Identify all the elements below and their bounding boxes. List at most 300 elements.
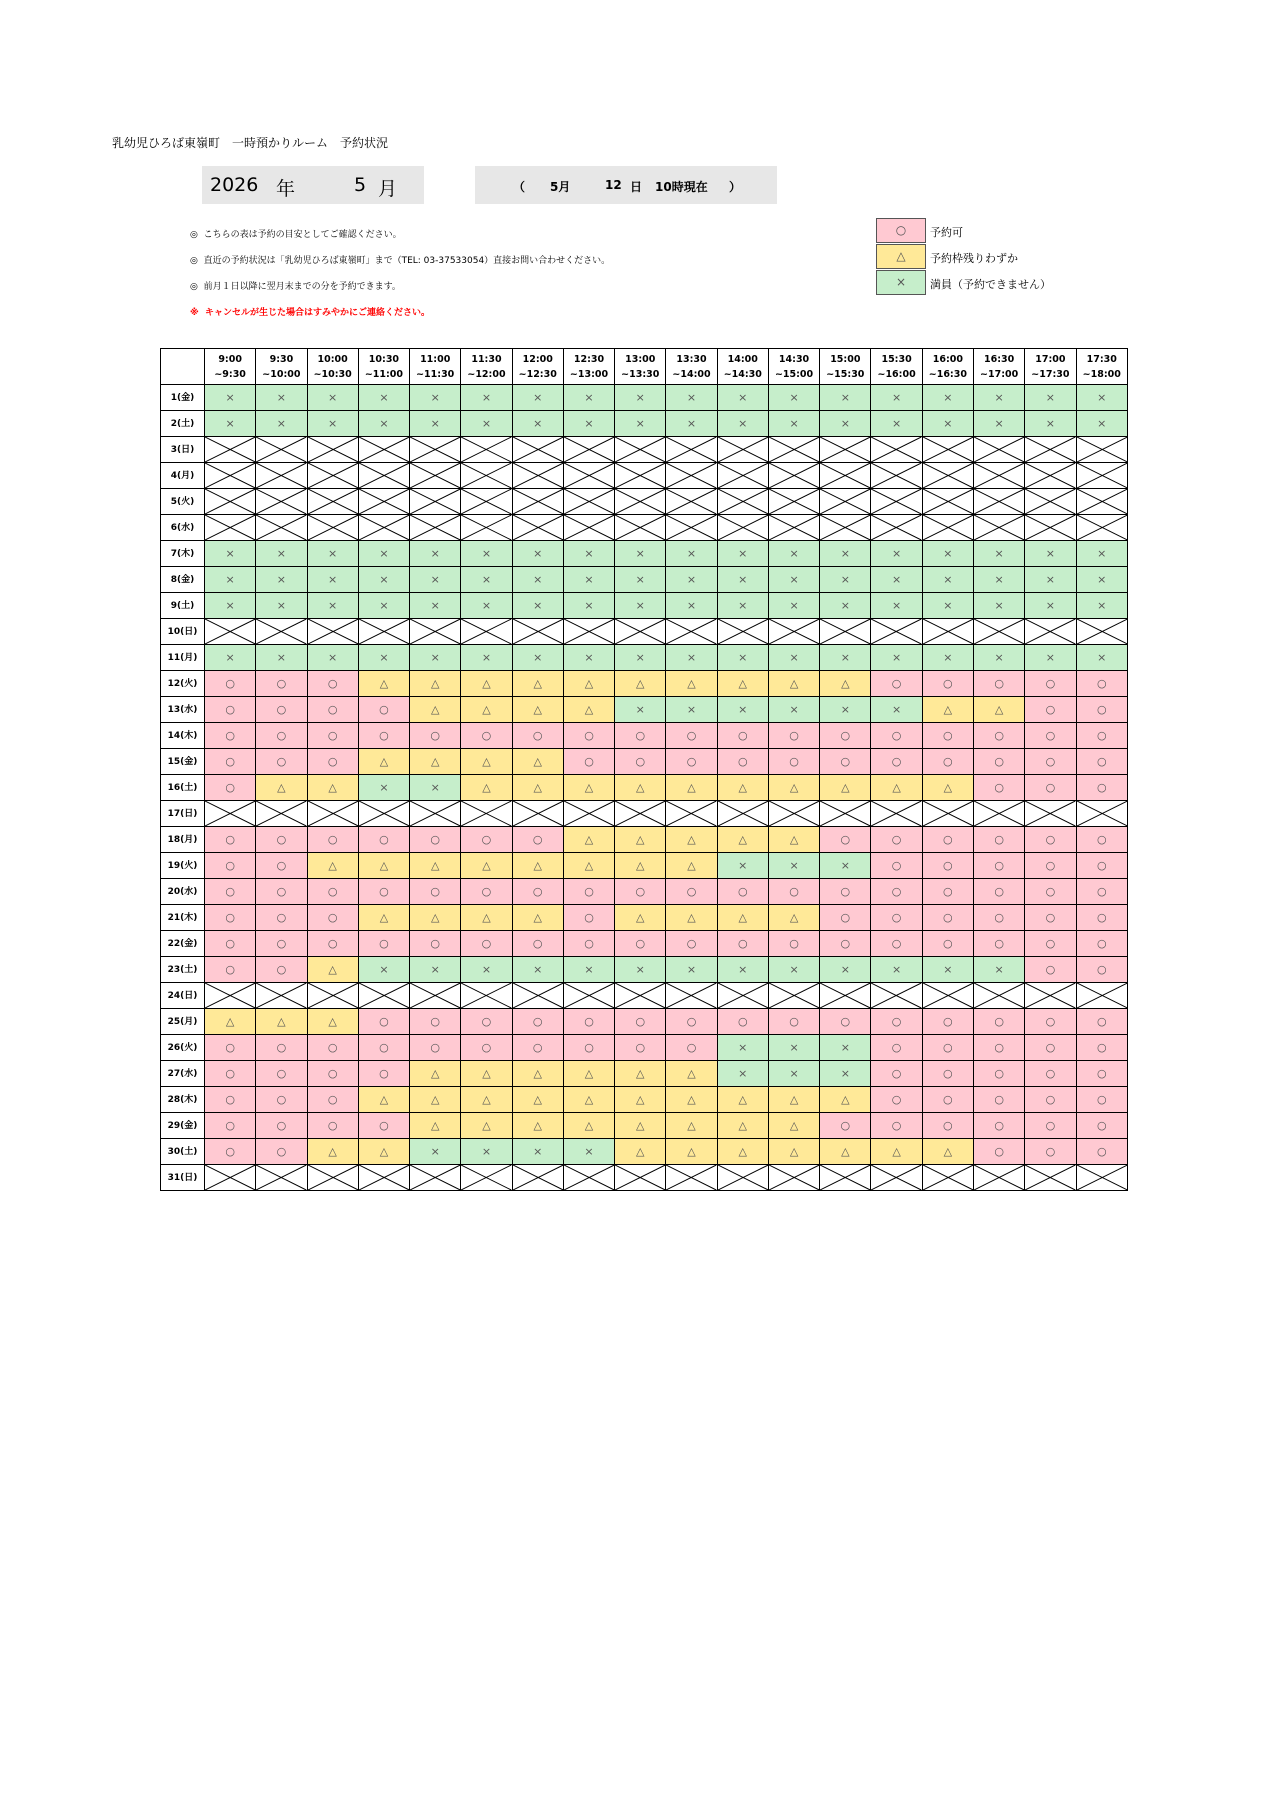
closed-cross-icon [513,1165,563,1190]
slot-cell: × [666,697,717,723]
time-slot-start: 15:30 [881,353,912,365]
closed-cell [307,489,358,515]
closed-cell [358,437,409,463]
closed-cross-icon [871,437,921,462]
closed-cell [1025,983,1076,1009]
slot-cell: × [820,385,871,411]
as-of-open-paren: （ [513,180,526,194]
slot-cell: × [461,645,512,671]
closed-cell [512,983,563,1009]
closed-cross-icon [820,801,870,826]
slot-cell: ○ [717,749,768,775]
day-label: 24(日) [161,983,205,1009]
closed-cross-icon [769,515,819,540]
day-label: 3(日) [161,437,205,463]
slot-cell: × [563,957,614,983]
legend-label: 予約可 [930,226,963,239]
slot-cell: △ [410,1061,461,1087]
slot-cell: × [461,593,512,619]
closed-cross-icon [974,983,1024,1008]
cancel-notice: ※ キャンセルが生じた場合はすみやかにご連絡ください。 [190,308,431,318]
closed-cross-icon [666,983,716,1008]
closed-cell [717,489,768,515]
closed-cell [256,489,307,515]
closed-cross-icon [974,1165,1024,1190]
slot-cell: × [973,957,1024,983]
slot-cell: × [410,957,461,983]
slot-cell: ○ [1025,853,1076,879]
closed-cell [512,619,563,645]
slot-cell: × [717,853,768,879]
slot-cell: ○ [615,1009,666,1035]
slot-cell: △ [461,671,512,697]
slot-cell: ○ [205,931,256,957]
closed-cross-icon [205,801,255,826]
closed-cross-icon [513,463,563,488]
closed-cross-icon [820,983,870,1008]
closed-cross-icon [1077,801,1127,826]
closed-cell [871,801,922,827]
closed-cross-icon [410,437,460,462]
closed-cross-icon [359,515,409,540]
slot-cell: △ [666,1113,717,1139]
slot-cell: × [1076,645,1127,671]
closed-cross-icon [461,515,511,540]
slot-cell: △ [410,1087,461,1113]
header-row [161,349,1128,385]
slot-cell: × [1025,593,1076,619]
day-label: 14(木) [161,723,205,749]
closed-cell [410,489,461,515]
closed-cross-icon [718,437,768,462]
closed-cell [1076,1165,1127,1191]
slot-cell: △ [615,671,666,697]
legend-symbol: × [876,270,926,295]
time-slot-start: 12:30 [573,353,605,365]
slot-cell: × [768,385,819,411]
slot-cell: ○ [461,931,512,957]
slot-cell: × [563,1139,614,1165]
slot-cell: △ [512,1087,563,1113]
table-row [161,671,1128,697]
slot-cell: × [615,697,666,723]
slot-cell: △ [358,671,409,697]
slot-cell: ○ [1025,1061,1076,1087]
day-label: 23(土) [161,957,205,983]
slot-cell: ○ [1076,827,1127,853]
closed-cross-icon [256,983,306,1008]
time-slot-header [512,349,563,385]
table-row [161,1165,1128,1191]
closed-cell [973,983,1024,1009]
closed-cross-icon [974,489,1024,514]
closed-cell [1025,1165,1076,1191]
time-slot-end: ~9:30 [214,368,246,380]
closed-cross-icon [1025,489,1075,514]
as-of-day-unit: 日 [630,180,643,194]
slot-cell: × [358,957,409,983]
slot-cell: × [1025,645,1076,671]
table-row [161,645,1128,671]
closed-cross-icon [461,619,511,644]
slot-cell: × [512,385,563,411]
closed-cell [256,437,307,463]
slot-cell: ○ [512,827,563,853]
day-label: 20(水) [161,879,205,905]
slot-cell: ○ [563,1035,614,1061]
slot-cell: × [205,567,256,593]
slot-cell: △ [358,1139,409,1165]
slot-cell: ○ [1025,697,1076,723]
closed-cross-icon [769,983,819,1008]
slot-cell: ○ [666,879,717,905]
slot-cell: × [922,957,973,983]
closed-cross-icon [461,437,511,462]
closed-cell [1076,983,1127,1009]
slot-cell: × [922,593,973,619]
slot-cell: △ [666,671,717,697]
slot-cell: ○ [410,1035,461,1061]
closed-cross-icon [564,515,614,540]
closed-cross-icon [923,1165,973,1190]
slot-cell: ○ [871,853,922,879]
slot-cell: ○ [1025,931,1076,957]
slot-cell: ○ [563,879,614,905]
slot-cell: ○ [512,1035,563,1061]
closed-cross-icon [615,983,665,1008]
slot-cell: △ [512,1113,563,1139]
closed-cell [768,1165,819,1191]
closed-cross-icon [359,463,409,488]
day-label: 16(土) [161,775,205,801]
slot-cell: △ [410,1113,461,1139]
closed-cell [768,463,819,489]
slot-cell: × [666,567,717,593]
closed-cross-icon [666,801,716,826]
as-of-box [475,166,777,204]
closed-cross-icon [461,1165,511,1190]
closed-cell [768,983,819,1009]
day-label: 15(金) [161,749,205,775]
closed-cross-icon [1025,801,1075,826]
closed-cell [358,463,409,489]
closed-cell [922,1165,973,1191]
slot-cell: × [820,1061,871,1087]
slot-cell: △ [666,1087,717,1113]
closed-cross-icon [461,983,511,1008]
closed-cell [256,1165,307,1191]
closed-cell [205,489,256,515]
table-row [161,905,1128,931]
slot-cell: ○ [871,827,922,853]
slot-cell: × [461,385,512,411]
closed-cross-icon [256,801,306,826]
slot-cell: × [820,541,871,567]
closed-cell [461,489,512,515]
slot-cell: × [768,411,819,437]
closed-cross-icon [359,983,409,1008]
slot-cell: ○ [973,723,1024,749]
slot-cell: × [973,645,1024,671]
closed-cell [922,619,973,645]
slot-cell: × [307,385,358,411]
closed-cross-icon [666,489,716,514]
closed-cross-icon [461,489,511,514]
legend-label: 予約枠残りわずか [930,252,1018,265]
slot-cell: × [717,567,768,593]
time-slot-start: 13:30 [676,353,707,365]
time-slot-end: ~12:30 [518,368,557,380]
closed-cross-icon [256,463,306,488]
slot-cell: × [768,541,819,567]
slot-cell: ○ [820,931,871,957]
notes-list [190,228,610,332]
slot-cell: × [512,957,563,983]
slot-cell: ○ [922,671,973,697]
slot-cell: ○ [205,1087,256,1113]
slot-cell: ○ [307,671,358,697]
table-row [161,1139,1128,1165]
closed-cell [1076,619,1127,645]
slot-cell: ○ [1025,827,1076,853]
slot-cell: × [768,957,819,983]
slot-cell: × [410,645,461,671]
slot-cell: ○ [973,1113,1024,1139]
closed-cross-icon [718,515,768,540]
closed-cell [820,983,871,1009]
slot-cell: △ [512,749,563,775]
slot-cell: × [307,645,358,671]
closed-cross-icon [513,619,563,644]
slot-cell: × [717,1061,768,1087]
slot-cell: × [461,567,512,593]
closed-cross-icon [308,437,358,462]
day-label: 8(金) [161,567,205,593]
day-label: 31(日) [161,1165,205,1191]
closed-cell [871,1165,922,1191]
closed-cross-icon [308,515,358,540]
closed-cross-icon [769,463,819,488]
slot-cell: × [871,957,922,983]
closed-cell [358,983,409,1009]
slot-cell: ○ [410,931,461,957]
slot-cell: ○ [922,931,973,957]
time-slot-start: 9:30 [269,353,294,365]
closed-cell [1076,801,1127,827]
slot-cell: × [256,411,307,437]
slot-cell: ○ [871,931,922,957]
slot-cell: ○ [461,723,512,749]
closed-cross-icon [513,801,563,826]
slot-cell: × [871,593,922,619]
slot-cell: × [768,1061,819,1087]
slot-cell: × [563,541,614,567]
day-label: 11(月) [161,645,205,671]
closed-cell [615,801,666,827]
closed-cross-icon [615,1165,665,1190]
time-slot-end: ~12:00 [467,368,506,380]
slot-cell: △ [871,1139,922,1165]
slot-cell: ○ [256,931,307,957]
time-slot-header [563,349,614,385]
slot-cell: △ [512,905,563,931]
day-label: 25(月) [161,1009,205,1035]
slot-cell: △ [563,1113,614,1139]
slot-cell: ○ [1025,957,1076,983]
closed-cross-icon [871,1165,921,1190]
slot-cell: × [768,697,819,723]
closed-cross-icon [1025,619,1075,644]
slot-cell: × [1025,411,1076,437]
closed-cell [461,619,512,645]
closed-cross-icon [359,619,409,644]
closed-cross-icon [1077,619,1127,644]
closed-cross-icon [1025,437,1075,462]
slot-cell: × [820,567,871,593]
slot-cell: △ [768,671,819,697]
table-row [161,1113,1128,1139]
slot-cell: △ [768,827,819,853]
closed-cell [615,489,666,515]
day-label: 10(日) [161,619,205,645]
slot-cell: △ [461,1113,512,1139]
day-label: 28(木) [161,1087,205,1113]
slot-cell: ○ [358,697,409,723]
closed-cell [563,437,614,463]
closed-cell [461,515,512,541]
closed-cell [820,437,871,463]
closed-cross-icon [666,515,716,540]
time-slot-header [205,349,256,385]
closed-cell [1076,489,1127,515]
closed-cross-icon [923,801,973,826]
slot-cell: △ [717,671,768,697]
slot-cell: ○ [410,1009,461,1035]
slot-cell: △ [461,749,512,775]
slot-cell: ○ [307,1035,358,1061]
slot-cell: × [461,411,512,437]
slot-cell: △ [563,697,614,723]
slot-cell: △ [563,1087,614,1113]
slot-cell: × [666,957,717,983]
slot-cell: ○ [205,671,256,697]
closed-cell [1076,437,1127,463]
closed-cross-icon [871,619,921,644]
closed-cross-icon [564,1165,614,1190]
note-item: ◎ 直近の予約状況は「乳幼児ひろば東嶺町」まで（TEL: 03-37533054）直接お問い合わせください。 [190,256,611,266]
slot-cell: △ [461,853,512,879]
closed-cell [666,463,717,489]
slot-cell: × [358,541,409,567]
closed-cell [768,515,819,541]
closed-cross-icon [666,1165,716,1190]
time-slot-start: 12:00 [522,353,553,365]
slot-cell: ○ [871,905,922,931]
slot-cell: ○ [256,1139,307,1165]
table-row [161,931,1128,957]
slot-cell: ○ [922,1035,973,1061]
slot-cell: × [871,385,922,411]
day-label: 19(火) [161,853,205,879]
slot-cell: △ [410,853,461,879]
closed-cross-icon [666,463,716,488]
slot-cell: × [717,593,768,619]
slot-cell: ○ [358,1113,409,1139]
slot-cell: ○ [256,905,307,931]
slot-cell: ○ [922,723,973,749]
closed-cell [563,1165,614,1191]
closed-cross-icon [513,489,563,514]
year-month-box [202,166,424,204]
closed-cell [717,437,768,463]
slot-cell: △ [563,1061,614,1087]
slot-cell: ○ [768,931,819,957]
slot-cell: × [410,385,461,411]
slot-cell: △ [307,1139,358,1165]
slot-cell: × [922,541,973,567]
slot-cell: ○ [615,1035,666,1061]
closed-cross-icon [564,983,614,1008]
closed-cell [615,619,666,645]
closed-cross-icon [615,437,665,462]
closed-cross-icon [1025,1165,1075,1190]
slot-cell: △ [615,1113,666,1139]
slot-cell: × [615,411,666,437]
slot-cell: △ [717,905,768,931]
closed-cell [461,801,512,827]
closed-cross-icon [461,801,511,826]
closed-cell [973,619,1024,645]
closed-cross-icon [974,619,1024,644]
slot-cell: ○ [973,827,1024,853]
closed-cell [563,983,614,1009]
time-slot-header [768,349,819,385]
time-slot-end: ~15:00 [774,368,814,380]
time-slot-start: 17:30 [1086,353,1117,365]
closed-cell [717,463,768,489]
closed-cell [563,489,614,515]
slot-cell: × [768,1035,819,1061]
closed-cell [717,515,768,541]
closed-cross-icon [205,619,255,644]
closed-cell [256,619,307,645]
closed-cross-icon [769,619,819,644]
closed-cell [922,983,973,1009]
slot-cell: × [973,385,1024,411]
slot-cell: ○ [307,1087,358,1113]
slot-cell: △ [307,957,358,983]
slot-cell: △ [871,775,922,801]
closed-cross-icon [769,801,819,826]
closed-cell [461,1165,512,1191]
slot-cell: × [973,541,1024,567]
month-value: 5 [354,174,367,196]
closed-cross-icon [1025,983,1075,1008]
corner-cell [161,349,205,385]
closed-cell [307,983,358,1009]
closed-cell [205,1165,256,1191]
slot-cell: ○ [512,1009,563,1035]
closed-cell [820,489,871,515]
table-row [161,879,1128,905]
closed-cell [615,1165,666,1191]
closed-cross-icon [256,489,306,514]
time-slot-start: 10:00 [317,353,348,365]
closed-cross-icon [308,801,358,826]
time-slot-header [1025,349,1076,385]
slot-cell: × [563,385,614,411]
day-label: 4(月) [161,463,205,489]
